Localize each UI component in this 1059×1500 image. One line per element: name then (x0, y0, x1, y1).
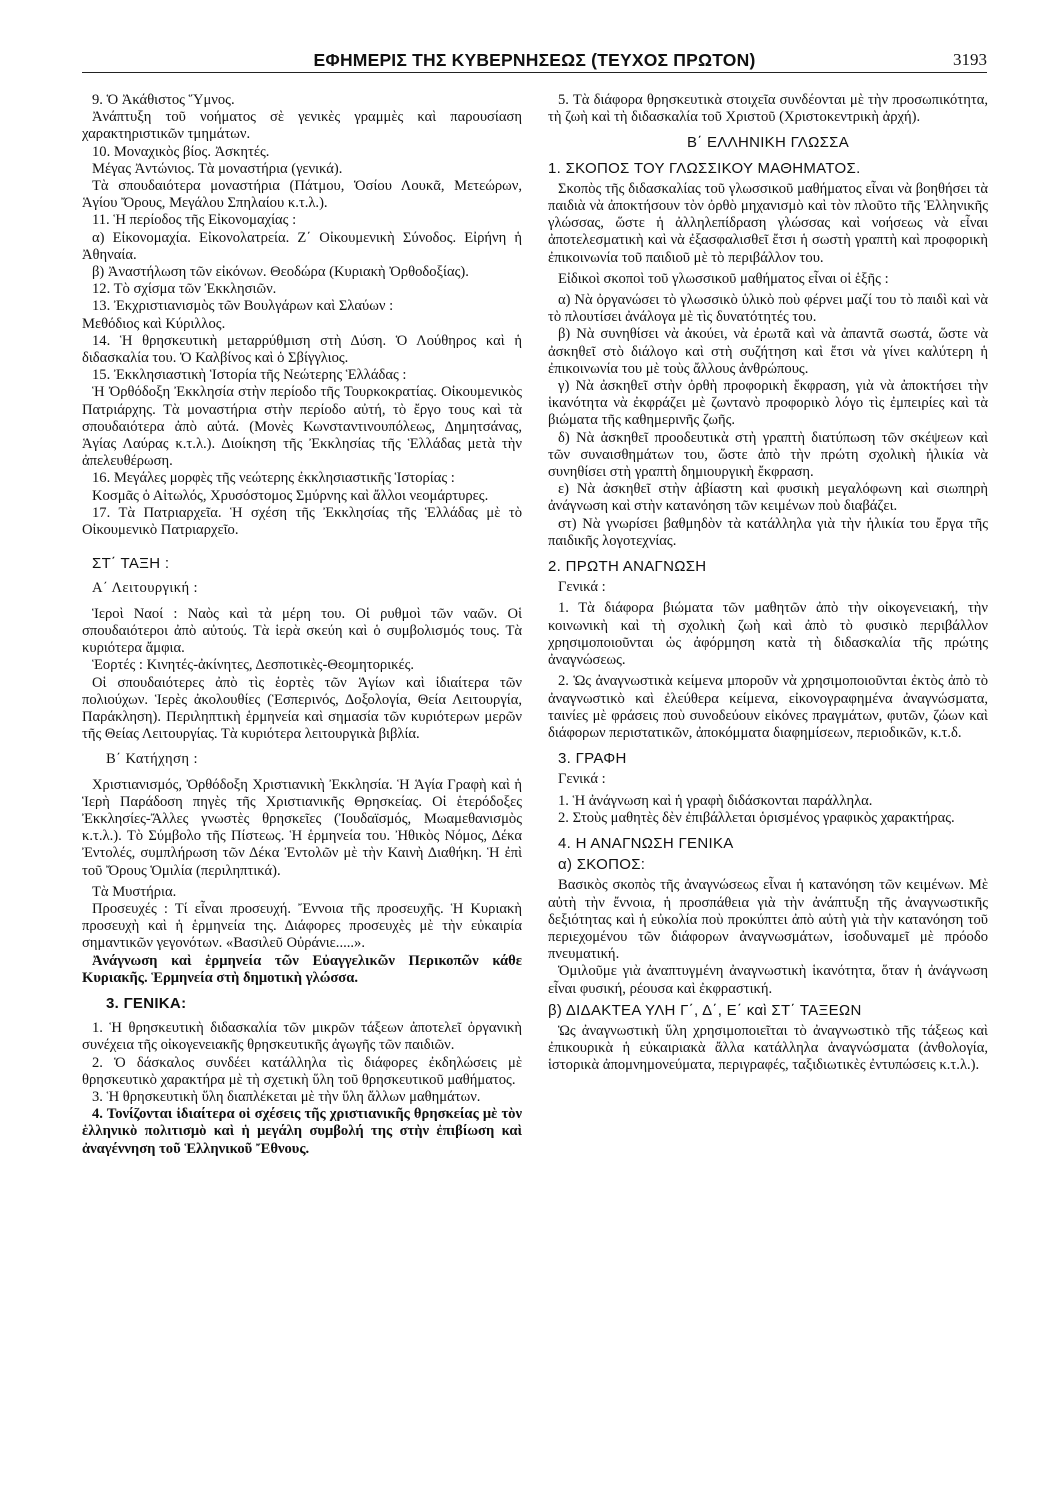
aim-b: β) Νὰ συνηθίσει νὰ ἀκούει, νὰ ἐρωτᾶ καὶ νὰ ἀπαντᾶ σωστά, ὥστε νὰ ἀσκηθεῖ στὸ διάλογο καὶ στὴ συζήτηση καὶ ἔτσι νὰ γίνει καλύτερη ἡ ἐπικοινωνία του μὲ τοὺς ἄλλους ἀνθρώπους. (548, 326, 988, 377)
aim-c: γ) Νὰ ἀσκηθεῖ στὴν ὀρθὴ προφορικὴ ἔκφραση, γιὰ νὰ ἀποκτήσει τὴν ἱκανότητα νὰ ἐκφράζει μὲ ζωντανὸ προφορικὸ λόγο τὶς ἐμπειρίες καὶ τὰ βιώματα τῆς καθημερινῆς ζωῆς. (548, 378, 988, 429)
item-10-text-a: Μέγας Ἀντώνιος. Τὰ μοναστήρια (γενικά). (92, 160, 343, 177)
right-column (548, 92, 988, 1075)
item-17: 17. Τὰ Πατριαρχεῖα. Ἡ σχέση τῆς Ἐκκλησίας τῆς Ἑλλάδας μὲ τὸ Οἰκουμενικὸ Πατριαρχεῖο. (82, 504, 522, 539)
heading-reading-general: 4. Η ΑΝΑΓΝΩΣΗ ΓΕΝΙΚΑ (558, 834, 734, 852)
page-number: 3193 (953, 50, 987, 69)
catechesis-text: Χριστιανισμός, Ὀρθόδοξη Χριστιανικὴ Ἐκκλησία. Ἡ Ἁγία Γραφὴ καὶ ἡ Ἱερὴ Παράδοση πηγὲς τῆς Χριστιανικῆς Θρησκείας. Οἱ ἑτερόδοξες Ἐκκλησίες-Ἄλλες γνωστὲς θρησκεῖες (Ἰουδαϊσμός, Μωαμεθανισμὸς κ.τ.λ.). Τὸ Σύμβολο τῆς Πίστεως. Ἡ ἑρμηνεία του. Ἠθικὸς Νόμος, Δέκα Ἐντολές, συμπλήρωση τῶν Δέκα Ἐντολῶν μὲ τὴν Καινὴ Διαθήκη. Ἡ ἐπὶ τοῦ Ὄρους Ὁμιλία (περιληπτικά). (82, 776, 522, 879)
item-16: 16. Μεγάλες μορφὲς τῆς νεώτερης ἐκκλησιαστικῆς Ἱστορίας : (92, 470, 455, 487)
reading-aim-text: Βασικὸς σκοπὸς τῆς ἀναγνώσεως εἶναι ἡ κατανόηση τῶν κειμένων. Μὲ αὐτὴ τὴν ἔννοια, ἡ προσπάθεια γιὰ τὴν ἀνάπτυξη τῆς ἀναγνωστικῆς δεξιότητας καὶ ἡ εὐκολία ποὺ προκύπτει ἀπὸ αὐτὴ γιὰ τὴν κατανόηση τοῦ περιεχομένου τῶν διάφορων ἀναγνωσμάτων, ἰσοδυναμεῖ μὲ πρόοδο πνευματική. (548, 877, 988, 963)
item-15: 15. Ἐκκλησιαστικὴ Ἱστορία τῆς Νεώτερης Ἑλλάδας : (92, 367, 407, 384)
item-10: 10. Μοναχικὸς βίος. Ἀσκητές. (92, 143, 270, 160)
item-10-text-b: Τὰ σπουδαιότερα μοναστήρια (Πάτμου, Ὁσίου Λουκᾶ, Μετεώρων, Ἁγίου Ὄρους, Μεγάλου Σπηλαίου κ.τ.λ.). (82, 178, 522, 212)
heading-class-st: ΣΤ΄ ΤΑΞΗ : (92, 555, 170, 573)
item-16-text: Κοσμᾶς ὁ Αἰτωλός, Χρυσόστομος Σμύρνης καὶ ἄλλοι νεομάρτυρες. (92, 487, 489, 504)
heading-catechesis: Β΄ Κατήχηση : (106, 751, 198, 768)
reading-ability: Ὁμιλοῦμε γιὰ ἀναπτυγμένη ἀναγνωστικὴ ἱκανότητα, ὅταν ἡ ἀνάγνωση εἶναι φυσική, ρέουσα καὶ ἐκφραστική. (548, 963, 988, 997)
writing-general: Γενικά : (558, 771, 606, 788)
general-2: 2. Ὁ δάσκαλος συνδέει κατάλληλα τὶς διάφορες ἐκδηλώσεις μὲ θρησκευτικὸ χαρακτήρα μὲ τὴ σχετικὴ ὕλη τοῦ θρησκευτικοῦ μαθήματος. (82, 1054, 522, 1088)
left-column (82, 92, 522, 1158)
item-11: 11. Ἡ περίοδος τῆς Εἰκονομαχίας : (92, 212, 297, 229)
item-15-text: Ἡ Ὀρθόδοξη Ἐκκλησία στὴν περίοδο τῆς Τουρκοκρατίας. Οἰκουμενικὸς Πατριάρχης. Τὰ μοναστήρια στὴν περίοδο αὐτή, τὸ ἔργο τους καὶ τὰ σπουδαιότερα ἀπὸ αὐτά. (Μονὲς Κωνσταντινουπόλεως, Δημητσάνας, Ἁγίας Λαύρας κ.τ.λ.). Διοίκηση τῆς Ἐκκλησίας τῆς Ἑλλάδας μετὰ τὴν ἀπελευθέρωση. (82, 384, 522, 470)
writing-2: 2. Στοὺς μαθητὲς δὲν ἐπιβάλλεται ὁρισμένος γραφικὸς χαρακτήρας. (558, 809, 955, 826)
aim-d: δ) Νὰ ἀσκηθεῖ προοδευτικὰ στὴ γραπτὴ διατύπωση τῶν σκέψεων καὶ τῶν συναισθημάτων του, ὥστε ἀπὸ τὴν πρώτη σχολικὴ ἡλικία νὰ συνηθίσει στὴ γραπτὴ δημιουργικὴ ἔκφραση. (548, 429, 988, 481)
catechesis-sacraments: Τὰ Μυστήρια. (92, 883, 177, 900)
specific-aims: Εἰδικοὶ σκοποὶ τοῦ γλωσσικοῦ μαθήματος εἶναι οἱ ἑξῆς : (558, 270, 889, 287)
heading-writing: 3. ΓΡΑΦΗ (558, 750, 627, 768)
aim-a: α) Νὰ ὀργανώσει τὸ γλωσσικὸ ὑλικὸ ποὺ φέρνει μαζί του τὸ παιδὶ καὶ νὰ τὸ πλουτίσει ἀνάλογα μὲ τὶς δυνατότητές του. (548, 292, 988, 326)
header-rule (82, 72, 987, 73)
heading-teaching-material: β) ΔΙΔΑΚΤΕΑ ΥΛΗ Γ΄, Δ΄, Ε΄ καὶ ΣΤ΄ ΤΑΞΕΩΝ (548, 1001, 862, 1019)
first-reading-2: 2. Ὡς ἀναγνωστικὰ κείμενα μποροῦν νὰ χρησιμοποιοῦνται ἐκτὸς ἀπὸ τὸ ἀναγνωστικὸ καὶ ἐλεύθερα κείμενα, εἰκονογραφημένα ἀναγνώσματα, ταινίες μὲ φράσεις ποὺ συνοδεύουν εἰκόνες πραγμάτων, φυτῶν, ζώων καὶ διάφορων περιστατικῶν, ἀποκόμματα διαφημίσεων, περιοδικῶν, κ.τ.δ. (548, 673, 988, 741)
item-13-text: Μεθόδιος καὶ Κύριλλος. (82, 315, 226, 332)
aim-st: στ) Νὰ γνωρίσει βαθμηδὸν τὰ κατάλληλα γιὰ τὴν ἡλικία του ἔργα τῆς παιδικῆς λογοτεχνίας. (548, 515, 988, 549)
heading-aim: 1. ΣΚΟΠΟΣ ΤΟΥ ΓΛΩΣΣΙΚΟΥ ΜΑΘΗΜΑΤΟΣ. (548, 159, 861, 177)
item-11-a: α) Εἰκονομαχία. Εἰκονολατρεία. Ζ΄ Οἰκουμενικὴ Σύνοδος. Εἰρήνη ἡ Ἀθηναία. (82, 229, 522, 263)
liturgics-temples: Ἱεροὶ Ναοί : Ναὸς καὶ τὰ μέρη του. Οἱ ρυθμοὶ τῶν ναῶν. Οἱ σπουδαιότεροι ἀπὸ αὐτούς. Τὰ ἱερὰ σκεύη καὶ ὁ συμβολισμός τους. Τὰ κυριότερα ἄμφια. (82, 605, 522, 657)
item-9: 9. Ὁ Ἀκάθιστος Ὕμνος. (92, 92, 235, 108)
page-header (82, 46, 987, 76)
general-1: 1. Ἡ θρησκευτικὴ διδασκαλία τῶν μικρῶν τάξεων ἀποτελεῖ ὀργανικὴ συνέχεια τῆς οἰκογενειακῆς θρησκευτικῆς ἀγωγῆς τῶν παιδιῶν. (82, 1020, 522, 1054)
general-5: 5. Τὰ διάφορα θρησκευτικὰ στοιχεῖα συνδέονται μὲ τὴν προσωπικότητα, τὴ ζωὴ καὶ τὴ διδασκαλία τοῦ Χριστοῦ (Χριστοκεντρικὴ ἀρχή). (548, 92, 988, 126)
teaching-material-text: Ὡς ἀναγνωστικὴ ὕλη χρησιμοποιεῖται τὸ ἀναγνωστικὸ τῆς τάξεως καὶ ἐπικουρικὰ ἡ εὐκαιριακὰ ἄλλα κατάλληλα ἀναγνώσματα (ἀνθολογία, ἱστορικὰ ἀπομνημονεύματα, περιγραφές, ταξιδιωτικὲς ἐντυπώσεις κ.τ.λ.). (548, 1022, 988, 1074)
heading-greek-language: Β΄ ΕΛΛΗΝΙΚΗ ΓΛΩΣΣΑ (686, 134, 850, 152)
heading-reading-aim: α) ΣΚΟΠΟΣ: (558, 856, 646, 874)
first-reading-general: Γενικά : (558, 579, 606, 596)
general-3: 3. Ἡ θρησκευτικὴ ὕλη διαπλέκεται μὲ τὴν ὕλη ἄλλων μαθημάτων. (92, 1088, 481, 1105)
catechesis-prayers: Προσευχές : Τί εἶναι προσευχή. Ἔννοια τῆς προσευχῆς. Ἡ Κυριακὴ προσευχὴ καὶ ἡ ἑρμηνεία της. Διάφορες προσευχὲς μὲ τὴν εὐκαιρία σημαντικῶν γεγονότων. «Βασιλεῦ Οὐράνιε.....». (82, 900, 522, 952)
item-11-b: β) Ἀναστήλωση τῶν εἰκόνων. Θεοδώρα (Κυριακὴ Ὀρθοδοξίας). (92, 264, 469, 281)
item-9-text: Ἀνάπτυξη τοῦ νοήματος σὲ γενικὲς γραμμὲς καὶ παρουσίαση χαρακτηριστικῶν τμημάτων. (82, 109, 522, 143)
item-13: 13. Ἐκχριστιανισμὸς τῶν Βουλγάρων καὶ Σλαύων : (92, 298, 394, 315)
aim-e: ε) Νὰ ἀσκηθεῖ στὴν ἀβίαστη καὶ φυσικὴ μεγαλόφωνη καὶ σιωπηρὴ ἀνάγνωση καὶ στὴν κατανόηση τῶν κειμένων ποὺ διαβάζει. (548, 481, 988, 515)
heading-general: 3. ΓΕΝΙΚΑ: (106, 994, 187, 1012)
liturgics-feasts-text: Οἱ σπουδαιότερες ἀπὸ τὶς ἑορτὲς τῶν Ἁγίων καὶ ἰδιαίτερα τῶν πολιούχων. Ἱερὲς ἀκολουθίες (Ἑσπερινός, Δοξολογία, Θεία Λειτουργία, Παράκληση). Περιληπτικὴ ἑρμηνεία καὶ σημασία τῶν κυριότερων μερῶν τῆς Θείας Λειτουργίας. Τὰ κυριότερα λειτουργικὰ βιβλία. (82, 674, 522, 743)
general-4: 4. Τονίζονται ἰδιαίτερα οἱ σχέσεις τῆς χριστιανικῆς θρησκείας μὲ τὸν ἑλληνικὸ πολιτισμὸ καὶ ἡ μεγάλη συμβολή της στὴν ἐπιβίωση καὶ ἀναγέννηση τοῦ Ἑλληνικοῦ Ἔθνους. (82, 1106, 522, 1157)
item-14: 14. Ἡ θρησκευτικὴ μεταρρύθμιση στὴ Δύση. Ὁ Λούθηρος καὶ ἡ διδασκαλία του. Ὁ Καλβίνος καὶ ὁ Σβίγγλιος. (82, 332, 522, 367)
heading-first-reading: 2. ΠΡΩΤΗ ΑΝΑΓΝΩΣΗ (548, 558, 707, 576)
writing-1: 1. Ἡ ἀνάγνωση καὶ ἡ γραφὴ διδάσκονται παράλληλα. (558, 792, 873, 809)
gazette-title: ΕΦΗΜΕΡΙΣ ΤΗΣ ΚΥΒΕΡΝΗΣΕΩΣ (ΤΕΥΧΟΣ ΠΡΩΤΟΝ) (313, 50, 756, 70)
catechesis-gospel: Ἀνάγνωση καὶ ἑρμηνεία τῶν Εὐαγγελικῶν Περικοπῶν κάθε Κυριακῆς. Ἑρμηνεία στὴ δημοτικὴ γλώσσα. (82, 952, 522, 986)
liturgics-feasts: Ἑορτές : Κινητές-ἀκίνητες, Δεσποτικὲς-Θεομητορικές. (92, 657, 415, 674)
aim-text: Σκοπὸς τῆς διδασκαλίας τοῦ γλωσσικοῦ μαθήματος εἶναι νὰ βοηθήσει τὰ παιδιὰ νὰ ἀποκτήσουν τὸν ὀρθὸ μηχανισμὸ καὶ τὸν πλοῦτο τῆς Ἑλληνικῆς γλώσσας, ὥστε ἡ ἀλληλεπίδραση γλώσσας καὶ νοήσεως νὰ εἶναι ἀποτελεσματικὴ καὶ νὰ ἐξασφαλισθεῖ ἔτσι ἡ σωστὴ γραπτὴ καὶ προφορικὴ ἐπικοινωνία τοῦ παιδιοῦ μὲ τὸ περιβάλλον του. (548, 180, 988, 266)
heading-liturgics: Α΄ Λειτουργική : (92, 580, 199, 597)
first-reading-1: 1. Τὰ διάφορα βιώματα τῶν μαθητῶν ἀπὸ τὴν οἰκογενειακή, τὴν κοινωνικὴ καὶ τὴ σχολικὴ ζωὴ καὶ ἀπὸ τὸ φυσικὸ περιβάλλον χρησιμοποιοῦνται ὡς ἀφόρμηση κατὰ τὴ διδασκαλία τῆς πρώτης ἀναγνώσεως. (548, 600, 988, 669)
item-12: 12. Τὸ σχίσμα τῶν Ἐκκλησιῶν. (92, 281, 277, 298)
